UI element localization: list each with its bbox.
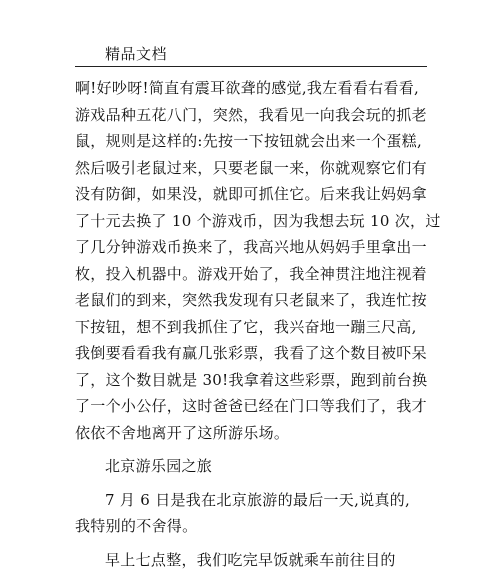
paragraph-line: 没有防御，如果没，就即可抓住它。后来我让妈妈拿: [75, 181, 435, 208]
paragraph-line: 啊!好吵呀!简直有震耳欲聋的感觉,我左看看右看看,: [75, 75, 435, 102]
page-header: [75, 44, 427, 67]
paragraph-line: 枚，投入机器中。游戏开始了，我全神贯注地注视着: [75, 261, 435, 288]
paragraph-2: [75, 487, 435, 540]
paragraph-line: 了十元去换了 10 个游戏币，因为我想去玩 10 次，过: [75, 208, 435, 235]
paragraph-line: 游戏品种五花八门，突然，我看见一向我会玩的抓老: [75, 102, 435, 129]
section-title: 北京游乐园之旅: [75, 453, 435, 480]
paragraph-3: [75, 547, 435, 573]
paragraph-spacer: [75, 480, 435, 487]
paragraph-spacer: [75, 540, 435, 547]
paragraph-line: 早上七点整，我们吃完早饭就乘车前往目的: [75, 547, 435, 573]
paragraph-line: 我倒要看看我有赢几张彩票，我看了这个数目被吓呆: [75, 340, 435, 367]
paragraph-line: 老鼠们的到来，突然我发现有只老鼠来了，我连忙按: [75, 287, 435, 314]
header-title: 精品文档: [105, 44, 167, 64]
document-body: [75, 75, 435, 573]
paragraph-line: 然后吸引老鼠过来，只要老鼠一来，你就观察它们有: [75, 155, 435, 182]
paragraph-line: 了几分钟游戏币换来了，我高兴地从妈妈手里拿出一: [75, 234, 435, 261]
paragraph-line: 下按钮，想不到我抓住了它，我兴奋地一蹦三尺高,: [75, 314, 435, 341]
paragraph-line: 鼠，规则是这样的:先按一下按钮就会出来一个蛋糕,: [75, 128, 435, 155]
paragraph-line: 7 月 6 日是我在北京旅游的最后一天,说真的,: [75, 487, 435, 514]
paragraph-1: [75, 75, 435, 446]
paragraph-line: 了，这个数目就是 30!我拿着这些彩票，跑到前台换: [75, 367, 435, 394]
paragraph-line: 我特别的不舍得。: [75, 513, 435, 540]
paragraph-line: 依依不舍地离开了这所游乐场。: [75, 420, 435, 447]
paragraph-line: 了一个小公仔，这时爸爸已经在门口等我们了，我才: [75, 393, 435, 420]
paragraph-spacer: [75, 446, 435, 453]
